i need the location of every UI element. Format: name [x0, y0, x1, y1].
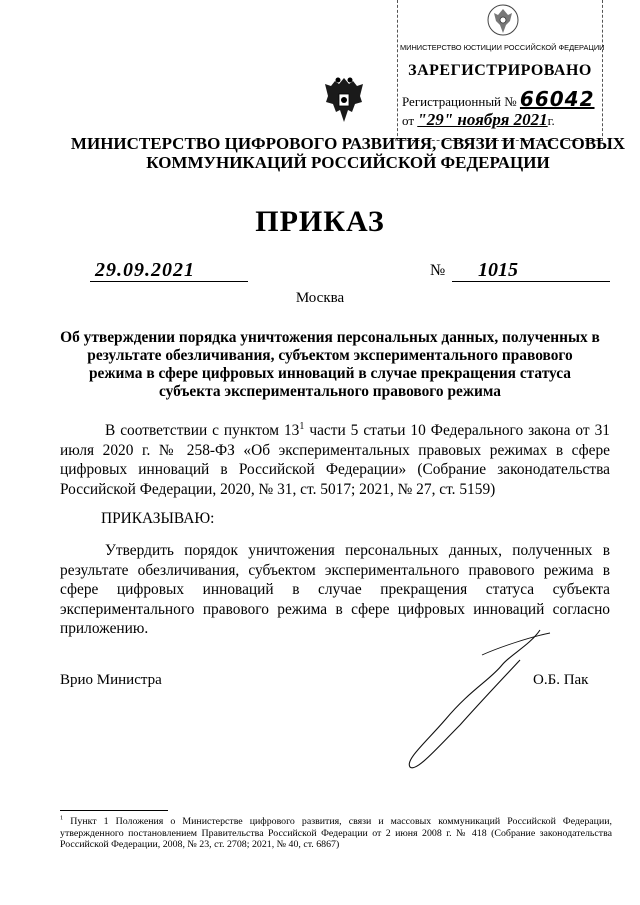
ministry-line-1: МИНИСТЕРСТВО ЦИФРОВОГО РАЗВИТИЯ, СВЯЗИ И МАССОВЫХ — [70, 134, 626, 153]
preamble-text-start: В соответствии с пунктом 13 — [105, 422, 300, 439]
signatory-position: Врио Министра — [60, 672, 162, 688]
order-number: 1015 — [478, 259, 518, 281]
stamp-date — [402, 110, 555, 130]
order-word: ПРИКАЗЫВАЮ: — [101, 510, 215, 527]
stamp-title: ЗАРЕГИСТРИРОВАНО — [408, 62, 592, 79]
ministry-name — [60, 134, 636, 172]
ministry-line-2: КОММУНИКАЦИЙ РОССИЙСКОЙ ФЕДЕРАЦИИ — [146, 153, 550, 172]
preamble-footnote-marker: 1 — [299, 420, 305, 432]
footnote-separator — [60, 810, 168, 811]
stamp-date-suffix: г. — [547, 113, 555, 128]
document-type: ПРИКАЗ — [255, 205, 385, 238]
stamp-emblem-icon — [486, 3, 520, 39]
stamp-date-prefix: от — [402, 113, 415, 128]
signatory-name: О.Б. Пак — [533, 672, 589, 688]
order-subject: Об утверждении порядка уничтожения персональных данных, полученных в результате обезличивания, субъектом экспериментального правового режима в сфере цифровых инноваций в случае прекращения статуса субъекта экспериментального правового режима — [60, 329, 600, 400]
handwritten-signature — [390, 625, 560, 775]
date-underline — [90, 281, 248, 282]
stamp-reg-number: 66042 — [519, 87, 595, 111]
stamp-ministry: МИНИСТЕРСТВО ЮСТИЦИИ РОССИЙСКОЙ ФЕДЕРАЦИИ — [400, 43, 605, 52]
city: Москва — [295, 290, 345, 306]
number-label: № — [430, 262, 446, 279]
number-underline — [452, 281, 610, 282]
stamp-date-handwritten: "29" ноября 2021 — [417, 110, 548, 129]
preamble-paragraph — [60, 421, 610, 499]
preamble-text-end: части 5 статьи 10 Федерального закона от 31 июля 2020 г. № 258-ФЗ «Об экспериментальных правовых режимах в сфере цифровых инноваций в Российской Федерации» (Собрание законодательства Российской Федерации, 2020, № 31, ст. 5017; 2021, № 27, ст. 5159) — [60, 422, 610, 498]
order-paragraph: Утвердить порядок уничтожения персональных данных, полученных в результате обезличивания, субъектом экспериментального правового режима в сфере цифровых инноваций в случае прекращения статуса субъекта экспериментального правового режима в сфере цифровых инноваций согласно приложению. — [60, 542, 610, 637]
stamp-reg-label: Регистрационный № — [402, 94, 517, 109]
footnote-text: Пункт 1 Положения о Министерстве цифрового развития, связи и массовых коммуникаций Российской Федерации, утвержденного постановлением Правительства Российской Федерации от 2 июня 2008 г. № 418 (Собрание законодательства Российской Федерации, 2008, № 23, ст. 2708; 2021, № 40, ст. 6867) — [60, 816, 612, 850]
footnote — [60, 816, 612, 851]
coat-of-arms-icon — [322, 74, 366, 126]
order-date: 29.09.2021 — [95, 259, 195, 281]
footnote-marker: 1 — [60, 814, 64, 822]
stamp-registration — [402, 87, 595, 111]
